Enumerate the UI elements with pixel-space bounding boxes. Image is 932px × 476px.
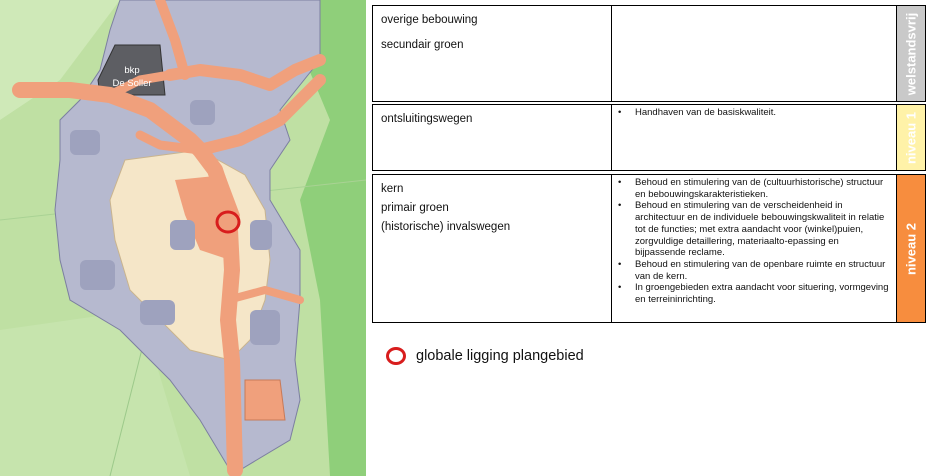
building-block (190, 100, 215, 125)
zoning-map (0, 0, 366, 476)
zone-label: (historische) invalswegen (381, 221, 511, 233)
criteria-bullet: • Behoud en stimulering van de openbare ruimte en structuur van de kern. (618, 259, 890, 282)
welstand-row-niveau-2 (372, 174, 926, 323)
criteria-bullet: • In groengebieden extra aandacht voor situering, vormgeving en terreininrichting. (618, 282, 890, 305)
zone-label: overige bebouwing (381, 14, 478, 26)
map-label-line1: bkp (124, 65, 140, 76)
level-label: niveau 2 (903, 222, 919, 275)
building-block (140, 300, 175, 325)
criteria-bullet: • Behoud en stimulering van de verscheidenheid in architectuur en de individuele bebouwingskwaliteit in relatie tot de functies; met extra aandacht voor (winkel)puien, zorgvuldige detaillering, materiaalto-epassing en bijpassende reclame. (618, 200, 890, 259)
zone-labels (373, 175, 612, 322)
building-block (250, 310, 280, 345)
building-block (80, 260, 115, 290)
building-block (170, 220, 195, 250)
level-label: welstandsvrij (903, 12, 919, 95)
criteria-cell (612, 6, 897, 101)
welstand-row-niveau-1 (372, 104, 926, 171)
map-label-line2: De Soller (112, 78, 152, 89)
criteria-cell (612, 175, 897, 322)
orange-block (245, 380, 285, 420)
zone-label: ontsluitingswegen (381, 113, 473, 125)
criteria-cell (612, 105, 897, 170)
criteria-bullet: • Handhaven van de basiskwaliteit. (618, 107, 890, 119)
criteria-bullet: • Behoud en stimulering van de (cultuurhistorische) structuur en bebouwingskarakteristieken. (618, 177, 890, 200)
plan-area-ring-icon (386, 347, 406, 365)
welstand-row-welstandsvrij (372, 5, 926, 102)
zone-label: secundair groen (381, 39, 464, 51)
legend (386, 345, 584, 367)
zone-labels (373, 6, 612, 101)
building-block (250, 220, 272, 250)
zoning-map-drawing (0, 0, 366, 476)
level-label: niveau 1 (903, 111, 919, 164)
legend-text: globale ligging plangebied (416, 348, 584, 364)
zone-labels (373, 105, 612, 170)
building-block (70, 130, 100, 155)
zone-label: kern (381, 183, 404, 195)
level-band (897, 6, 925, 101)
level-band (897, 105, 925, 170)
zone-label: primair groen (381, 202, 449, 214)
level-band (897, 175, 925, 322)
